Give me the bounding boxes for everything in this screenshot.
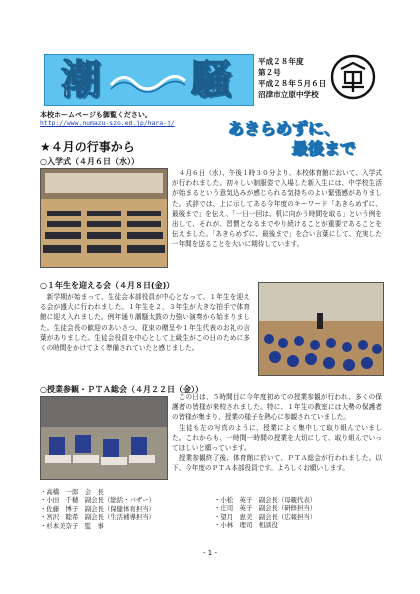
event-text-open-class bbox=[172, 392, 382, 474]
students-gym-illustration bbox=[259, 283, 383, 375]
pta-officer: ・杉本美奈子 監 事 bbox=[40, 521, 104, 530]
page-number: - 1 - bbox=[203, 549, 217, 557]
pta-officer: ・小林 理司 相談役 bbox=[214, 521, 278, 530]
homepage-notice: 本校ホームページも御覧ください。 bbox=[40, 111, 152, 119]
open-class-paragraph-2: 生徒も左の写真のように、授業によく集中して取り組んでいました。これからも、一時間一時間の授業を大切にして、取り組んでいってほしいと願っています。 bbox=[172, 423, 382, 453]
event-text-entrance: ４月６日（水）、午後１時３０分より、本校体育館において、入学式が行われました。初々しい制服姿で入場した新入生には、中学校生活が始まるという意気込みが感じられる気持ちのよい緊張感がありました。式辞では、上に示してある今年度のキーワード「あきらめずに、最後まで」を伝え、「一日一回は、机に向かう時間を取る」という例を出して、それが、習慣となるまでやり続けることが重要であることを伝えました。「あきらめずに、最後まで」を合い言葉にして、充実した一年間を送ることを大いに期待しています。 bbox=[172, 169, 382, 249]
pta-officer: ・宮沢 睦希 副会長（生活補導担当） bbox=[40, 513, 156, 522]
pta-officer: ・望月 恵美 副会長（広報担当） bbox=[214, 512, 317, 521]
issue-date: 平成２８年５月６日 bbox=[258, 79, 327, 88]
event-heading-open-class: ○授業参観・ＰＴＡ総会（４月２２日（金）） bbox=[40, 385, 203, 394]
event-heading-welcome: ○１年生を迎える会（４月８日(金)） bbox=[40, 281, 175, 290]
pta-officer: ・小田 千穂 副会長（総括・バザー） bbox=[40, 496, 156, 505]
homepage-link[interactable]: http://www.numazu-szo.ed.jp/hara-j/ bbox=[40, 119, 175, 127]
open-class-paragraph-3: 授業参観終了後、体育館に於いて、ＰＴＡ総会が行われました。以下、今年度のＰＴＡ本部役員です。よろしくお願いします。 bbox=[172, 454, 382, 473]
section-title: ★４月の行事から bbox=[40, 140, 135, 154]
pta-officer: ・高橋 一郎 会 長 bbox=[40, 488, 104, 496]
slogan-line-1: あきらめずに、 bbox=[228, 119, 341, 138]
issue-info bbox=[258, 56, 330, 100]
masthead-title-char-1: 潮 bbox=[61, 57, 101, 103]
welcome-event-photo bbox=[258, 282, 384, 376]
pta-officer: ・庄司 英子 副会長（研修担当） bbox=[214, 504, 317, 513]
open-class-paragraph-1: この日は、５時間目に今年度初めての授業参観が行われ、多くの保護者の皆様が来校されました。特に、１年生の教室には大勢の保護者の皆様が集まり、授業の様子を熱心に参観されていました。 bbox=[172, 393, 382, 422]
masthead-title-banner bbox=[44, 54, 254, 106]
masthead-title-char-2: 騒 bbox=[191, 57, 231, 103]
pta-officer: ・小松 英子 副会長（母親代表） bbox=[214, 496, 317, 504]
issue-number: 第２号 bbox=[258, 68, 281, 77]
wave-decoration-icon bbox=[109, 69, 187, 93]
gymnasium-seats-illustration bbox=[41, 169, 167, 267]
entrance-ceremony-photo bbox=[40, 168, 168, 268]
event-heading-entrance: ○入学式（４月６日（水）） bbox=[40, 157, 139, 166]
classroom-illustration bbox=[41, 397, 167, 479]
slogan bbox=[228, 116, 368, 160]
school-emblem-icon bbox=[330, 54, 376, 100]
open-class-photo bbox=[40, 396, 168, 480]
slogan-line-2: 最後まで bbox=[292, 139, 357, 158]
issue-year: 平成２８年度 bbox=[258, 57, 304, 66]
pta-officer: ・佐藤 博子 副会長（保健体育担当） bbox=[40, 504, 156, 513]
school-name: 沼津市立原中学校 bbox=[258, 90, 319, 99]
pta-officers-left bbox=[40, 488, 155, 530]
pta-officers-right bbox=[214, 496, 316, 530]
event-text-welcome: 新学期が始まって、生徒会本部役員が中心となって、１年生を迎える会が盛大に行われました。１年生を２，３年生が大きな拍手で体育館に迎え入れました。例年通り潮騒太鼓の力強い演奏から始まりました。生徒会長の歓迎のあいさつ、花束の贈呈や１年生代表のお礼の言葉がありました。生徒会役員を中心として上級生がこの日のために多くの時間をかけてよく準備されていたと感じました。 bbox=[40, 293, 250, 353]
